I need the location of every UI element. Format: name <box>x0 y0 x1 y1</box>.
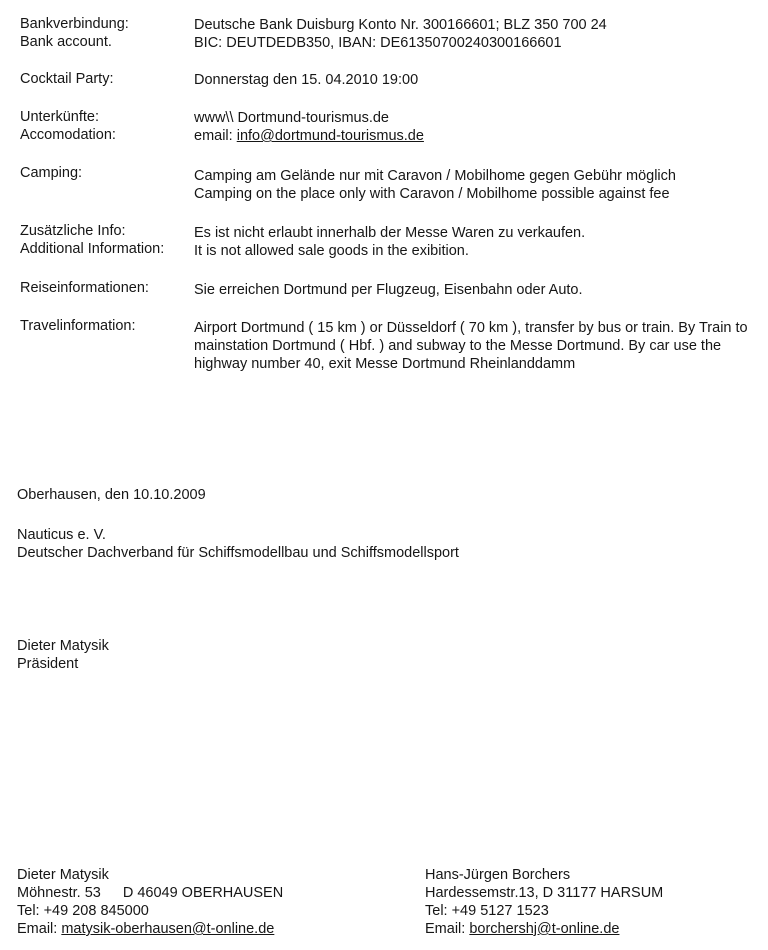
camping-value-en: Camping on the place only with Caravon / Mobilhome possible against fee <box>194 186 670 202</box>
bank-value-line-1: Deutsche Bank Duisburg Konto Nr. 300166601; BLZ 350 700 24 <box>194 17 607 33</box>
camping-label: Camping: <box>20 165 83 181</box>
accommodation-website: www\\ Dortmund-tourismus.de <box>194 110 389 126</box>
footer-left-city: D 46049 OBERHAUSEN <box>122 885 284 901</box>
additional-info-value-en: It is not allowed sale goods in the exibition. <box>194 243 469 259</box>
accommodation-email-link[interactable]: info@dortmund-tourismus.de <box>236 128 424 144</box>
footer-right-email-line <box>425 920 663 938</box>
additional-info-value-de: Es ist nicht erlaubt innerhalb der Messe Waren zu verkaufen. <box>194 225 586 241</box>
footer-left-email-line <box>17 920 283 938</box>
cocktail-value: Donnerstag den 15. 04.2010 19:00 <box>194 72 419 88</box>
organization-name: Nauticus e. V. <box>17 527 106 543</box>
footer-left-name: Dieter Matysik <box>17 867 109 883</box>
travel-value-de: Sie erreichen Dortmund per Flugzeug, Eisenbahn oder Auto. <box>194 282 583 298</box>
accommodation-label-de: Unterkünfte: <box>20 109 99 125</box>
footer-right-email-prefix: Email: <box>425 921 470 937</box>
footer-left-email-link[interactable]: matysik-oberhausen@t-online.de <box>61 921 275 937</box>
additional-info-label-de: Zusätzliche Info: <box>20 223 126 239</box>
cocktail-label: Cocktail Party: <box>20 71 114 87</box>
footer-contact-right <box>425 866 663 938</box>
travel-label-en: Travelinformation: <box>20 318 136 334</box>
signer-name: Dieter Matysik <box>17 638 109 654</box>
travel-label-de: Reiseinformationen: <box>20 280 149 296</box>
accommodation-email-line <box>194 127 424 145</box>
footer-right-phone: Tel: +49 5127 1523 <box>425 903 549 919</box>
place-date: Oberhausen, den 10.10.2009 <box>17 487 206 503</box>
bank-value-line-2: BIC: DEUTDEDB350, IBAN: DE61350700240300166601 <box>194 35 562 51</box>
footer-right-address: Hardessemstr.13, D 31177 HARSUM <box>425 885 664 901</box>
footer-left-address <box>17 884 283 902</box>
bank-label-en: Bank account. <box>20 34 112 50</box>
accommodation-label-en: Accomodation: <box>20 127 116 143</box>
organization-description: Deutscher Dachverband für Schiffsmodellbau und Schiffsmodellsport <box>17 545 459 561</box>
travel-value-en: Airport Dortmund ( 15 km ) or Düsseldorf ( 70 km ), transfer by bus or train. By Train to mainstation Dortmund ( Hbf. ) and subway to the Messe Dortmund. By car use the highway number 40, exit Messe Dortmund Rheinlanddamm <box>194 320 748 372</box>
footer-right-email-link[interactable]: borchershj@t-online.de <box>469 921 620 937</box>
camping-value-de: Camping am Gelände nur mit Caravon / Mobilhome gegen Gebühr möglich <box>194 168 676 184</box>
bank-label-de: Bankverbindung: <box>20 16 129 32</box>
additional-info-label-en: Additional Information: <box>20 241 165 257</box>
footer-left-phone: Tel: +49 208 845000 <box>17 903 149 919</box>
footer-right-name: Hans-Jürgen Borchers <box>425 867 571 883</box>
footer-left-email-prefix: Email: <box>17 921 62 937</box>
footer-left-street: Möhnestr. 53 <box>17 885 101 901</box>
footer-contact-left <box>17 866 283 938</box>
accommodation-email-prefix: email: <box>194 128 237 144</box>
signer-title: Präsident <box>17 656 79 672</box>
